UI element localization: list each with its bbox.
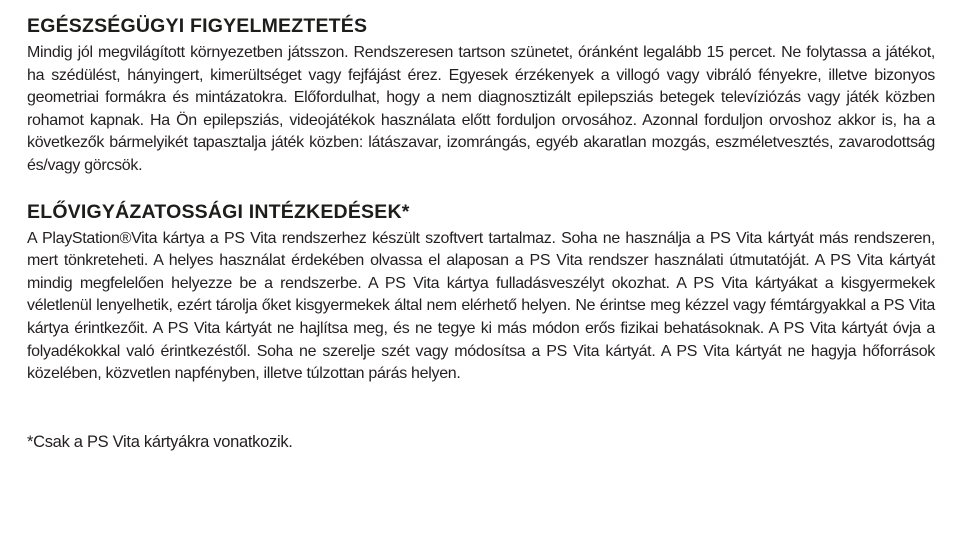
footnote: *Csak a PS Vita kártyákra vonatkozik. bbox=[27, 432, 293, 451]
section-health-warning bbox=[27, 14, 935, 178]
health-warning-body: Mindig jól megvilágított környezetben játsszon. Rendszeresen tartson szünetet, óránként legalább 15 percet. Ne folytassa a játékot, ha szédülést, hányingert, kimerültséget vagy fejfájást érez. Egyesek érzékenyek a villogó vagy vibráló fényekre, illetve bizonyos geometriai formákra és mintázatokra. Előfordulhat, hogy a nem diagnosztizált epilepsziás betegek televíziózás vagy játék közben rohamot kapnak. Ha Ön epilepsziás, videojátékok használata előtt forduljon orvosához. Azonnal forduljon orvoshoz akkor is, ha a következők bármelyikét tapasztalja játék közben: látászavar, izomrángás, egyéb akaratlan mozgás, eszméletvesztés, zavarodottság és/vagy görcsök. bbox=[27, 44, 935, 174]
health-warning-heading: EGÉSZSÉGÜGYI FIGYELMEZTETÉS bbox=[27, 15, 368, 37]
section-precautions bbox=[27, 200, 935, 386]
precautions-heading: ELŐVIGYÁZATOSSÁGI INTÉZKEDÉSEK* bbox=[27, 200, 410, 223]
precautions-body: A PlayStation®Vita kártya a PS Vita rendszerhez készült szoftvert tartalmaz. Soha ne használja a PS Vita kártyát más rendszeren, mert tönkreteheti. A helyes használat érdekében olvassa el alaposan a PS Vita rendszer használati útmutatóját. A PS Vita kártyát mindig megfelelően helyezze be a rendszerbe. A PS Vita kártya fulladásveszélyt okozhat. A PS Vita kártyákat a kisgyermekek véletlenül lenyelhetik, ezért tárolja őket kisgyermekek által nem elérhető helyen. Ne érintse meg kézzel vagy fémtárgyakkal a PS Vita kártya érintkezőit. A PS Vita kártyát ne hajlítsa meg, és ne tegye ki más módon erős fizikai behatásoknak. A PS Vita kártyát óvja a folyadékokkal való érintkezéstől. Soha ne szerelje szét vagy módosítsa a PS Vita kártyát. A PS Vita kártyát ne hagyja hőforrások közelében, közvetlen napfényben, illetve túlzottan párás helyen. bbox=[27, 229, 935, 383]
